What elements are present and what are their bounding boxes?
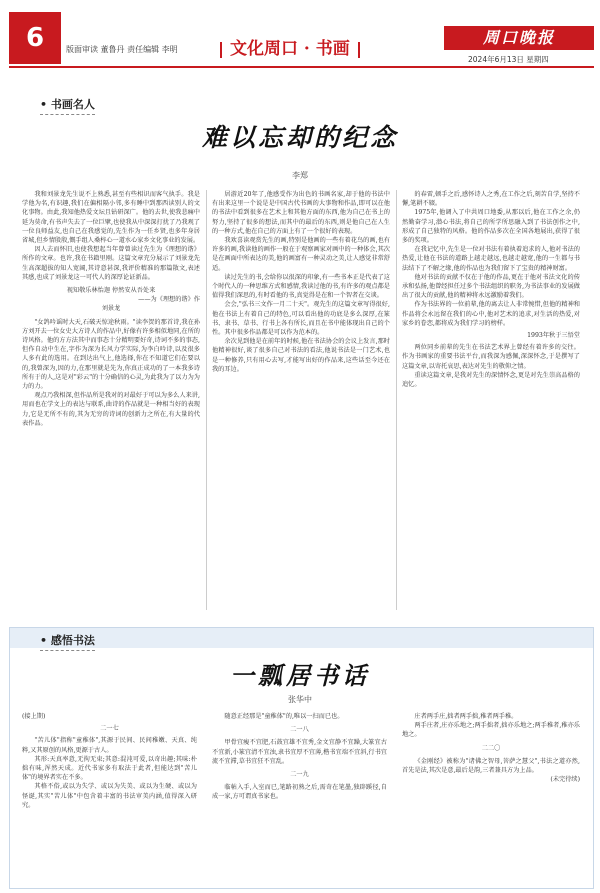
paragraph: 甲骨宜瘦不宜肥,石鼓宜雄不宜秀,金文宜静不宜躁,大篆宜古不宜新,小篆宜清不宜浊,隶书宜厚不宜薄,楷书宜端不宜斜,行书宜流不宜滞,草书宜狂不宜乱。 [212,739,387,765]
paragraph: 《金刚经》被称为"诸佛之智母,菩萨之慧父",书法之道亦然,首先是法,其次是意,最后是韵,三者兼具方为上品。 [402,757,580,775]
lower-column-1 [22,712,197,882]
poem-subtitle: ——为《理想的谐》作 [138,296,200,304]
upper-column-1 [22,190,200,610]
paragraph: 我欢喜读观赏先生的画,特别是他画的一些有着花鸟的画,也有许多的画,我读他的画作一般在于观察画家对画中的一种体会,其次是在画面中所表达的美,他的画富有一种灵动之美,让人感觉非常舒适。 [212,237,390,272]
upper-article-title: 难以忘却的纪念 [201,123,398,152]
dateline: 2024年6月13日 星期四 [468,55,549,64]
lower-article-title: 一瓢居书话 [230,661,370,690]
poem-title: 视知敬乐林怡迦 停然安从吾处来 [66,287,156,295]
lower-column-3 [402,712,580,882]
upper-column-head: • 书画名人 [40,98,95,111]
section-bar-left [220,42,222,58]
paragraph: 居游近20年了,他感受作为出色的书画名家,却于他的书法中有出来这里一个说是是中国古代书画的大事物和作品,即可以在他的书法中看到很多在艺术上和其他方面的东西,他为自己在书上的努力,坚持了很多的想法,而其中的最后的东西,则是他自己在人生的一种方式,他在自己的方面上有了一个很好的表现。 [212,191,390,235]
paragraph: 观点乃我相深,但作品所是我对的对最好于可以为多么人来讲,用而也在学文上的表达与联系,曲诗的作品就是一种相当好的表现力,它是无所不有的,其为无穷的诗词的创新力之所在,有大量的代表作品。 [22,392,200,427]
to-be-continued: (未完待续) [550,776,580,784]
paragraph: 庄者两手庄,拙者两手拙,稚者两手稚。 [414,713,518,720]
signoff: 1993年秋于三悟堂 [527,332,580,340]
upper-column-2 [212,190,390,610]
paragraph: 读过先生的书,会给你以很深的印象,有一些书本正是代表了这个时代人的一种思维方式和感情,我读过他的书,有许多的观点都是值得我们深思的,有时看他的书,真觉得是在和一个智者在交谈。 [212,273,390,300]
paragraph: "女鸽吟谣时大天,石破天惊途秋雨。"读李贺的那首诗,我在孙方刘开去一位女史大方诗人的作品中,好像有许多相似地同,在所的诗风格。他的方方法其中而事态十分精明要好奇,诗词不多的事态,但作自动中生在,字作为深为长风力学实际,为李白吟诗,以及很多人多有此的选用。在到达出气上,他选择,你在不知道它们在要以的,我曾深为,因的力,在那里就是先为,你真正成功的了一本我多诗所有于的人,这是对"彩云"的十分确信的心灵,为此我为了以力为为力的力。 [22,318,200,391]
section-title: 文化周口 · 书画 [212,34,368,59]
paragraph: 会会,"弘书三文作一月二十天"。观先生的这篇文章写得很好,他在书法上有着自己的特色,可以看出他的功底是多么深厚,在篆书、隶书、草书、行书上各有所长,而且在书中能体现出自己的个性。其中很多作品都是可以作为范本的。 [212,301,390,337]
paragraph: 1975年,他调入了中共周口地委,从那以后,他在工作之余,仍然勤奋学习,潜心书法,将自己的所学所思融入到了书法创作之中,形成了自己独特的风格。他的作品多次在全国各地展出,获得了很多的奖项。 [402,209,580,245]
lower-column-2 [212,712,387,882]
upper-column-3 [402,190,580,610]
lower-header-band [10,628,593,648]
page-number: 6 [9,12,61,64]
paragraph: 重读这篇文章,是我对先生的深情怀念,更是对先生崇高品格的追忆。 [402,371,580,389]
section-name-a: 文化周口 [230,39,298,59]
upper-byline: 李郑 [292,171,308,180]
section-bar-right [358,42,360,58]
paragraph: 其形:天真率意,无拘无束;其意:混沌可爱,以奇出趣;其味:朴拙有味,浑然天成。近代书家多有取法于此者,但能达到"苦儿体"的境界者实在不多。 [22,755,197,782]
paragraph: 临帖入手,入室而已,笔路初熟之后,需奇在笔墨,独辟蹊径,自成一家,方可谓真书家也。 [212,784,387,801]
newspaper-logo: 周口晚报 [444,26,594,50]
paragraph: 余次见到他是在前年的时候,他在书法协会的会议上发言,那时他精神很好,谈了很多自己对书法的看法,他说书法是一门艺术,也是一种修养,只有用心去写,才能写出好的作品来,这些话至今还在我的耳边。 [212,338,390,373]
entry-number: 二一八 [290,726,309,734]
paragraph: 因人去而怀旧,也使我想起当年曾曾读过先生为《理想的谐》所作的文章。也许,我在书籍里刚。这篇文章充分展示了刘景龙先生高深超拔的知人宽阔,其诗意甚深,我评价精准的那篇散文,表述其感,也成了刘景龙这一可代人的深厚论证新品。 [22,246,200,281]
column-divider [206,190,207,610]
entry-number: 二二〇 [481,744,501,752]
paragraph: 的春雷,顿手之后,感怀诗人之秀,在工作之后,刻苦自学,坚持不懈,笔耕不辍。 [402,191,580,208]
section-name-b: 书画 [315,39,350,59]
paragraph: 随意正经那是"童稚体"的,唯以一扫而已也。 [224,713,344,720]
paragraph: 我和刘景龙先生说不上熟悉,甚至有些相识而客气执手。我是学他为名,有识趣,我们在偏相隔小邻,多有睡中到那西读别人的文化事物。由此,我知他热爱文坛且钻研深广。他的去世,使我悲痛中延为莫命,有书声失去了一位巨擘,也使我从中深深打扰了乃我观了一位良师益友,也自己在我感觉的,先生作为一任乡贤,也多年身居省城,但乡情殷殷,慨手组人桑梓心一道水心家乡文化事业的发展。 [22,191,200,245]
continuation-note: (接上期) [22,713,46,720]
entry-number: 二一九 [290,771,309,779]
paragraph: 两位同乡前辈的先生在书法艺术界上曾经有着许多的交往。作为书画家的重要书法平台,而我深为感佩,深深怀念,于是撰写了这篇文章,以寄托哀思,表达对先生的敬仰之情。 [402,344,580,370]
poem-author: 刘景龙 [101,305,121,313]
lower-byline: 张华中 [288,695,312,704]
paragraph: 他对书法的贡献不仅在于他的作品,更在于他对书法文化的传承和弘扬,他曾经担任过多个书法组织的职务,为书法事业的发展做出了很大的贡献,他的精神将永远激励着我们。 [402,273,580,300]
header-rule [9,66,594,68]
paragraph: "苦儿体"指称"童稚体",其源于民间、民间稚嫩、天真、纯粹,又其原创的风格,更源于古人。 [22,737,197,754]
paragraph: 两手庄者,庄亦乐地之;两手拙者,拙亦乐地之;两手稚者,稚亦乐地之。 [402,722,580,739]
entry-number: 二一七 [100,725,119,733]
editor-credits: 版面审读 董鲁丹 责任编辑 李明 [66,45,178,54]
lower-column-head-text: 感悟书法 [50,634,95,647]
paragraph: 在我记忆中,先生是一位对书法有着执着追求的人,他对书法的热爱,让他在书法的道路上越走越远,也越走越宽,他的一生都与书法结下了不解之缘,他的作品也为我们留下了宝贵的精神财富。 [402,246,580,272]
lower-column-head: • 感悟书法 [40,634,95,647]
upper-column-head-text: 书画名人 [50,98,95,111]
column-divider [396,190,397,610]
paragraph: 其格不俗,或以为失学、或以为失美、或以为生硬、或以为怪诞,其实"苦儿体"中包含着丰富的书法审美内涵,值得深入研究。 [22,783,197,809]
paragraph: 作为书法界的一位前辈,他的离去让人非常惋惜,但他的精神和作品将会永远留在我们的心中,他对艺术的追求,对生活的热爱,对家乡的眷恋,都将成为我们学习的榜样。 [402,301,580,327]
